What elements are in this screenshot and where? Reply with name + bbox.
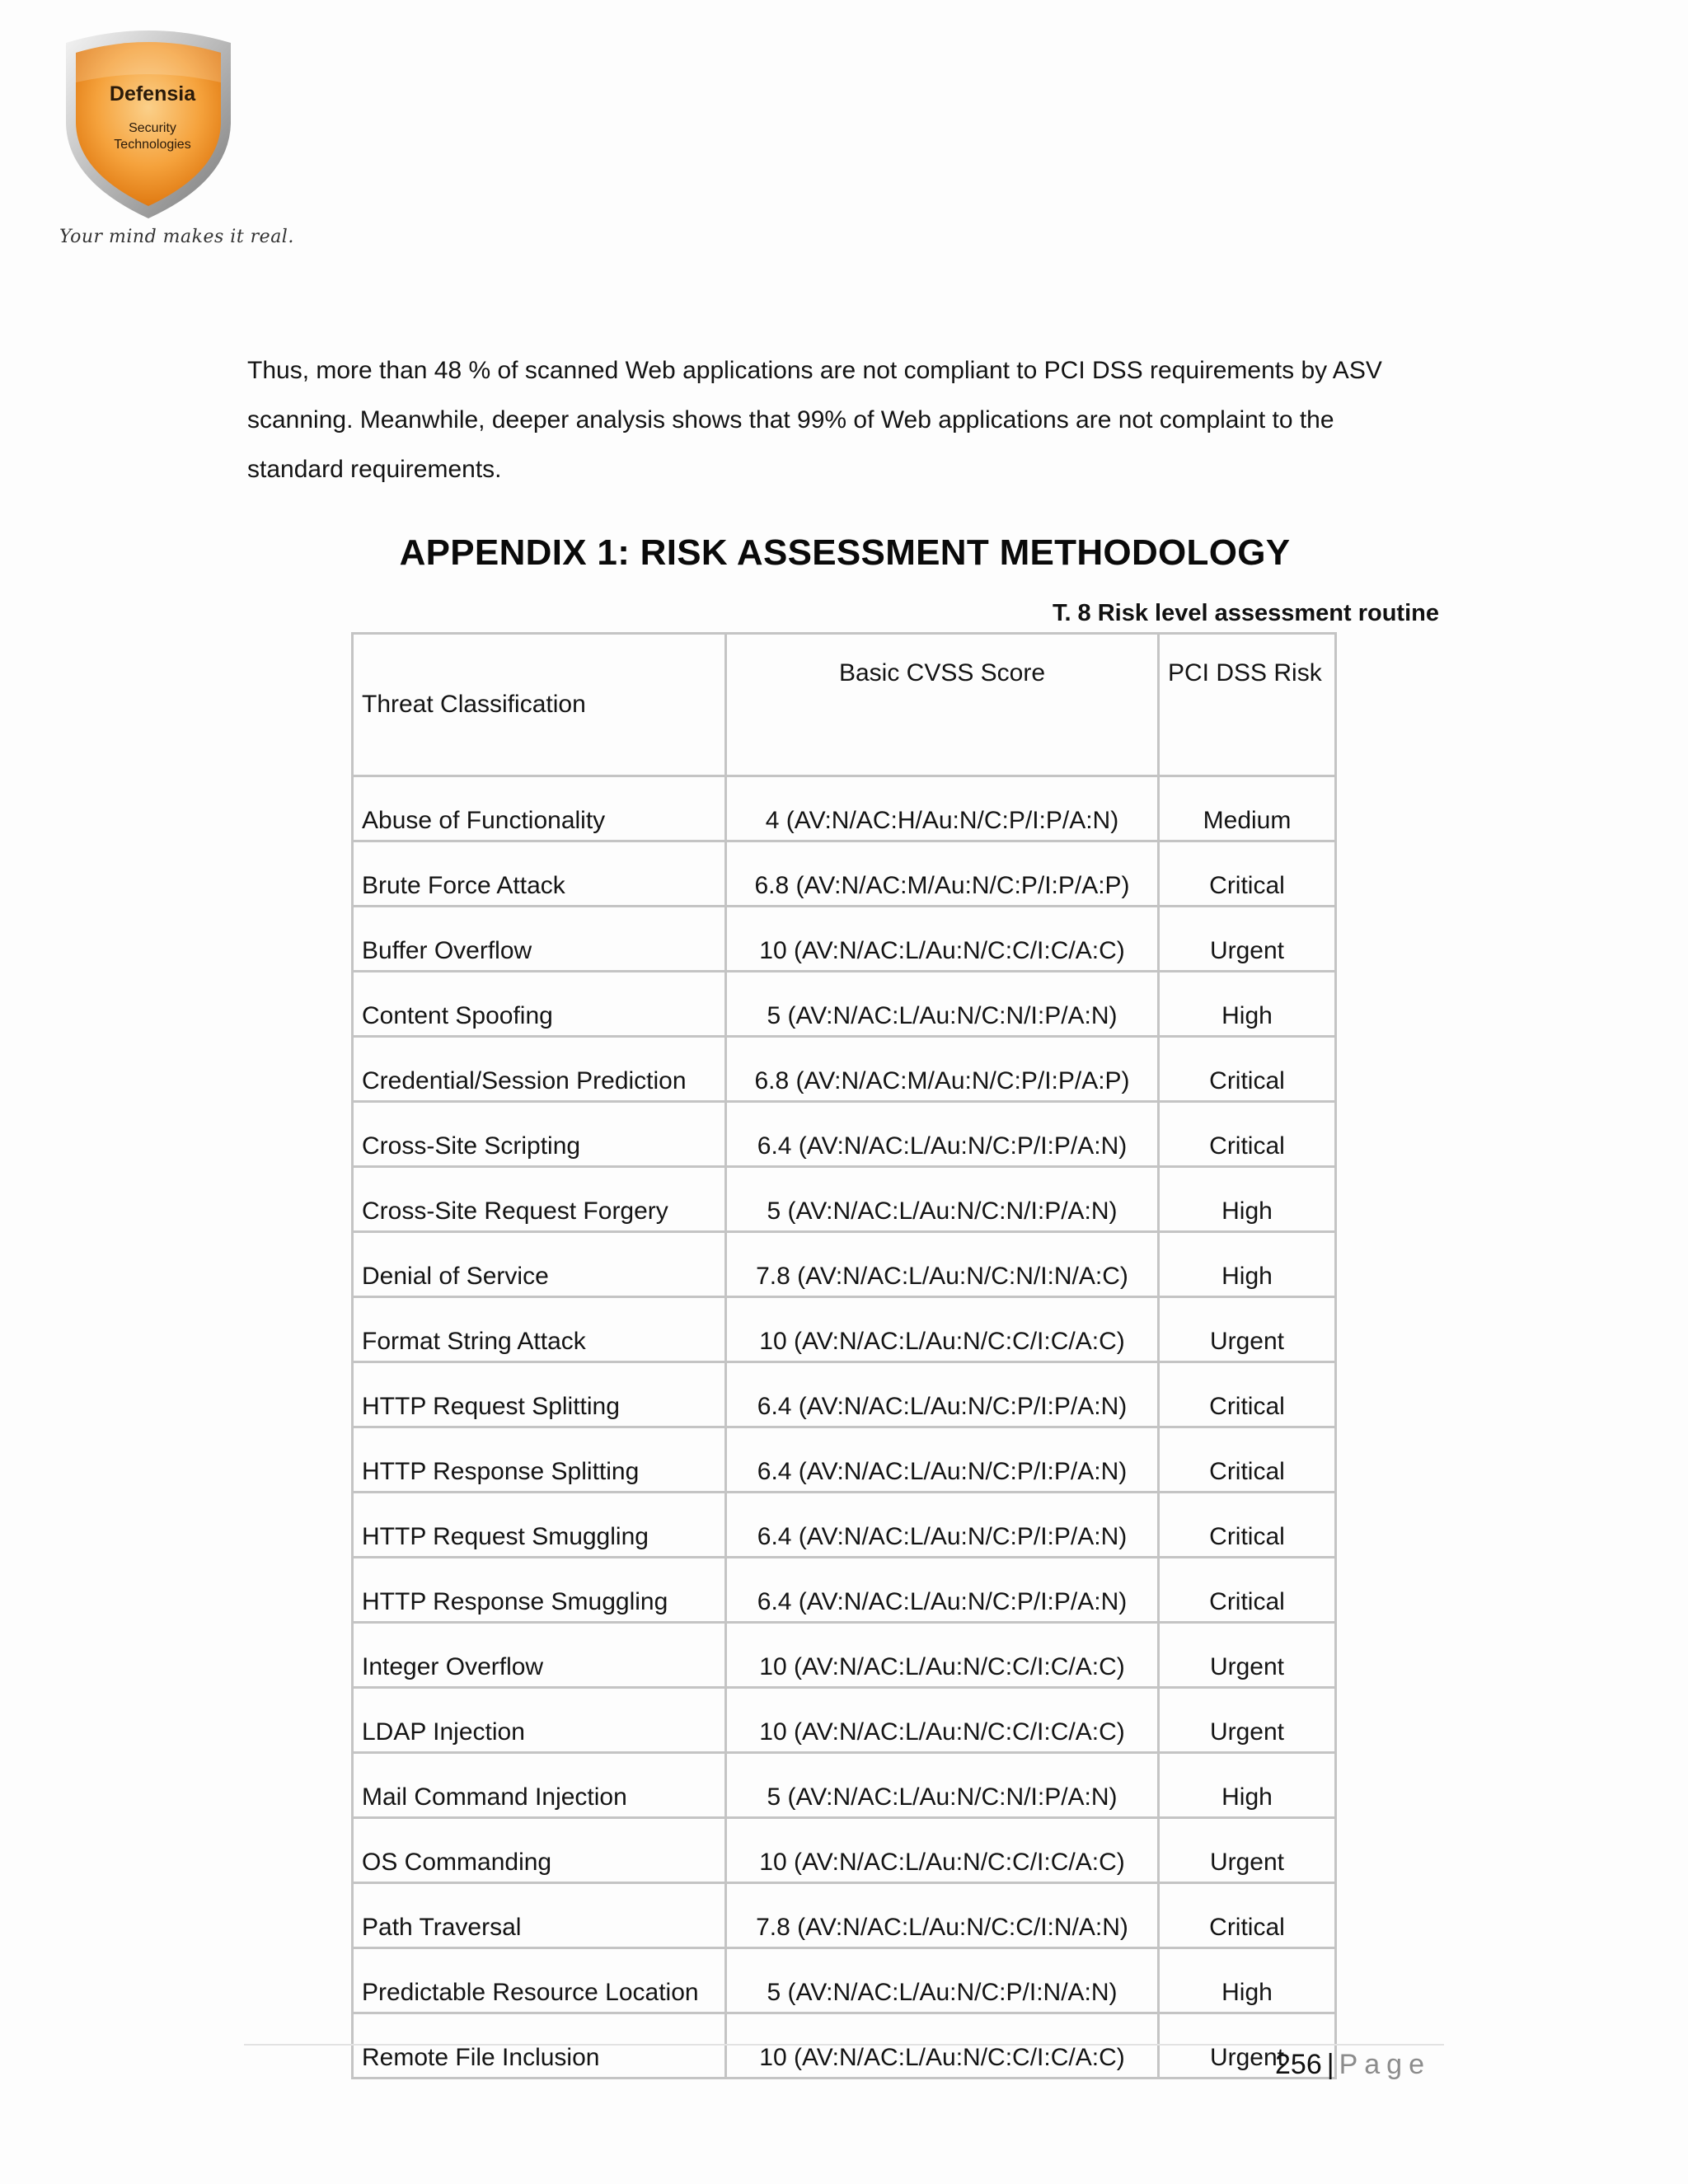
column-header-cvss: Basic CVSS Score [726, 634, 1159, 776]
footer-divider [244, 2044, 1444, 2046]
cvss-score-cell: 7.8 (AV:N/AC:L/Au:N/C:C/I:N/A:N) [726, 1883, 1159, 1948]
table-row [353, 2013, 1336, 2079]
cvss-score-cell: 6.4 (AV:N/AC:L/Au:N/C:P/I:P/A:N) [726, 1427, 1159, 1493]
cvss-score-cell: 7.8 (AV:N/AC:L/Au:N/C:N/I:N/A:C) [726, 1232, 1159, 1297]
table-row [353, 1623, 1336, 1688]
risk-level-cell: High [1159, 1753, 1336, 1818]
risk-level-cell: High [1159, 1948, 1336, 2013]
cvss-score-cell: 6.8 (AV:N/AC:M/Au:N/C:P/I:P/A:P) [726, 1037, 1159, 1102]
page-number [1275, 2049, 1431, 2081]
table-row [353, 1167, 1336, 1232]
risk-level-cell: High [1159, 1167, 1336, 1232]
risk-level-cell: Critical [1159, 1362, 1336, 1427]
table-row [353, 841, 1336, 907]
table-row [353, 1232, 1336, 1297]
intro-paragraph [247, 346, 1451, 494]
logo-subtitle-line2: Technologies [114, 138, 191, 152]
column-header-risk: PCI DSS Risk [1159, 634, 1336, 776]
risk-level-cell: Urgent [1159, 907, 1336, 972]
table-header-row [353, 634, 1336, 776]
risk-level-cell: Urgent [1159, 1297, 1336, 1362]
column-header-threat: Threat Classification [353, 634, 726, 776]
risk-level-cell: High [1159, 972, 1336, 1037]
risk-level-cell: Critical [1159, 1037, 1336, 1102]
threat-cell: Denial of Service [353, 1232, 726, 1297]
risk-level-cell: Urgent [1159, 1688, 1336, 1753]
threat-cell: Path Traversal [353, 1883, 726, 1948]
risk-level-cell: Urgent [1159, 2013, 1336, 2079]
cvss-score-cell: 10 (AV:N/AC:L/Au:N/C:C/I:C/A:C) [726, 2013, 1159, 2079]
threat-cell: Predictable Resource Location [353, 1948, 726, 2013]
threat-cell: Cross-Site Scripting [353, 1102, 726, 1167]
threat-cell: HTTP Response Smuggling [353, 1558, 726, 1623]
intro-line: scanning. Meanwhile, deeper analysis shows that 99% of Web applications are not complaint to the [247, 406, 1334, 434]
cvss-score-cell: 10 (AV:N/AC:L/Au:N/C:C/I:C/A:C) [726, 1297, 1159, 1362]
table-row [353, 1493, 1336, 1558]
table-row [353, 1883, 1336, 1948]
cvss-score-cell: 6.4 (AV:N/AC:L/Au:N/C:P/I:P/A:N) [726, 1493, 1159, 1558]
table-row [353, 1037, 1336, 1102]
table-row [353, 1362, 1336, 1427]
table-row [353, 1688, 1336, 1753]
threat-cell: HTTP Response Splitting [353, 1427, 726, 1493]
risk-level-cell: Critical [1159, 1427, 1336, 1493]
logo-tagline: Your mind makes it real. [59, 227, 294, 247]
threat-cell: HTTP Request Splitting [353, 1362, 726, 1427]
logo-name: Defensia [109, 82, 196, 105]
cvss-score-cell: 6.4 (AV:N/AC:L/Au:N/C:P/I:P/A:N) [726, 1102, 1159, 1167]
risk-level-cell: Medium [1159, 776, 1336, 841]
threat-cell: Cross-Site Request Forgery [353, 1167, 726, 1232]
intro-line: standard requirements. [247, 456, 502, 483]
cvss-score-cell: 4 (AV:N/AC:H/Au:N/C:P/I:P/A:N) [726, 776, 1159, 841]
table-row [353, 907, 1336, 972]
table-row [353, 776, 1336, 841]
cvss-score-cell: 6.4 (AV:N/AC:L/Au:N/C:P/I:P/A:N) [726, 1362, 1159, 1427]
table-row [353, 972, 1336, 1037]
appendix-heading: APPENDIX 1: RISK ASSESSMENT METHODOLOGY [399, 532, 1291, 573]
risk-level-cell: Critical [1159, 1558, 1336, 1623]
logo-subtitle-line1: Security [129, 121, 176, 135]
table-row [353, 1818, 1336, 1883]
table-row [353, 1297, 1336, 1362]
cvss-score-cell: 10 (AV:N/AC:L/Au:N/C:C/I:C/A:C) [726, 1688, 1159, 1753]
threat-cell: Buffer Overflow [353, 907, 726, 972]
cvss-score-cell: 10 (AV:N/AC:L/Au:N/C:C/I:C/A:C) [726, 907, 1159, 972]
threat-cell: Mail Command Injection [353, 1753, 726, 1818]
threat-cell: Remote File Inclusion [353, 2013, 726, 2079]
cvss-score-cell: 5 (AV:N/AC:L/Au:N/C:N/I:P/A:N) [726, 1167, 1159, 1232]
cvss-score-cell: 6.4 (AV:N/AC:L/Au:N/C:P/I:P/A:N) [726, 1558, 1159, 1623]
table-row [353, 1948, 1336, 2013]
risk-level-cell: Urgent [1159, 1623, 1336, 1688]
threat-cell: OS Commanding [353, 1818, 726, 1883]
table-caption: T. 8 Risk level assessment routine [1052, 600, 1439, 626]
cvss-score-cell: 10 (AV:N/AC:L/Au:N/C:C/I:C/A:C) [726, 1818, 1159, 1883]
threat-cell: Integer Overflow [353, 1623, 726, 1688]
risk-level-cell: Urgent [1159, 1818, 1336, 1883]
threat-cell: Credential/Session Prediction [353, 1037, 726, 1102]
risk-level-cell: High [1159, 1232, 1336, 1297]
table-row [353, 1427, 1336, 1493]
threat-cell: HTTP Request Smuggling [353, 1493, 726, 1558]
threat-cell: Content Spoofing [353, 972, 726, 1037]
risk-level-cell: Critical [1159, 841, 1336, 907]
page-number-value: 256 [1275, 2049, 1322, 2080]
company-logo [49, 25, 247, 255]
page-label: Page [1339, 2049, 1431, 2080]
cvss-score-cell: 5 (AV:N/AC:L/Au:N/C:N/I:P/A:N) [726, 972, 1159, 1037]
threat-cell: LDAP Injection [353, 1688, 726, 1753]
intro-line: Thus, more than 48 % of scanned Web applications are not compliant to PCI DSS requirements by ASV [247, 357, 1382, 384]
threat-cell: Format String Attack [353, 1297, 726, 1362]
cvss-score-cell: 5 (AV:N/AC:L/Au:N/C:N/I:P/A:N) [726, 1753, 1159, 1818]
table-row [353, 1558, 1336, 1623]
page-separator: | [1326, 2049, 1334, 2080]
cvss-score-cell: 6.8 (AV:N/AC:M/Au:N/C:P/I:P/A:P) [726, 841, 1159, 907]
table-row [353, 1102, 1336, 1167]
threat-cell: Brute Force Attack [353, 841, 726, 907]
risk-level-cell: Critical [1159, 1102, 1336, 1167]
risk-level-cell: Critical [1159, 1883, 1336, 1948]
threat-cell: Abuse of Functionality [353, 776, 726, 841]
risk-assessment-table [351, 632, 1337, 2079]
cvss-score-cell: 5 (AV:N/AC:L/Au:N/C:P/I:N/A:N) [726, 1948, 1159, 2013]
risk-level-cell: Critical [1159, 1493, 1336, 1558]
cvss-score-cell: 10 (AV:N/AC:L/Au:N/C:C/I:C/A:C) [726, 1623, 1159, 1688]
table-row [353, 1753, 1336, 1818]
